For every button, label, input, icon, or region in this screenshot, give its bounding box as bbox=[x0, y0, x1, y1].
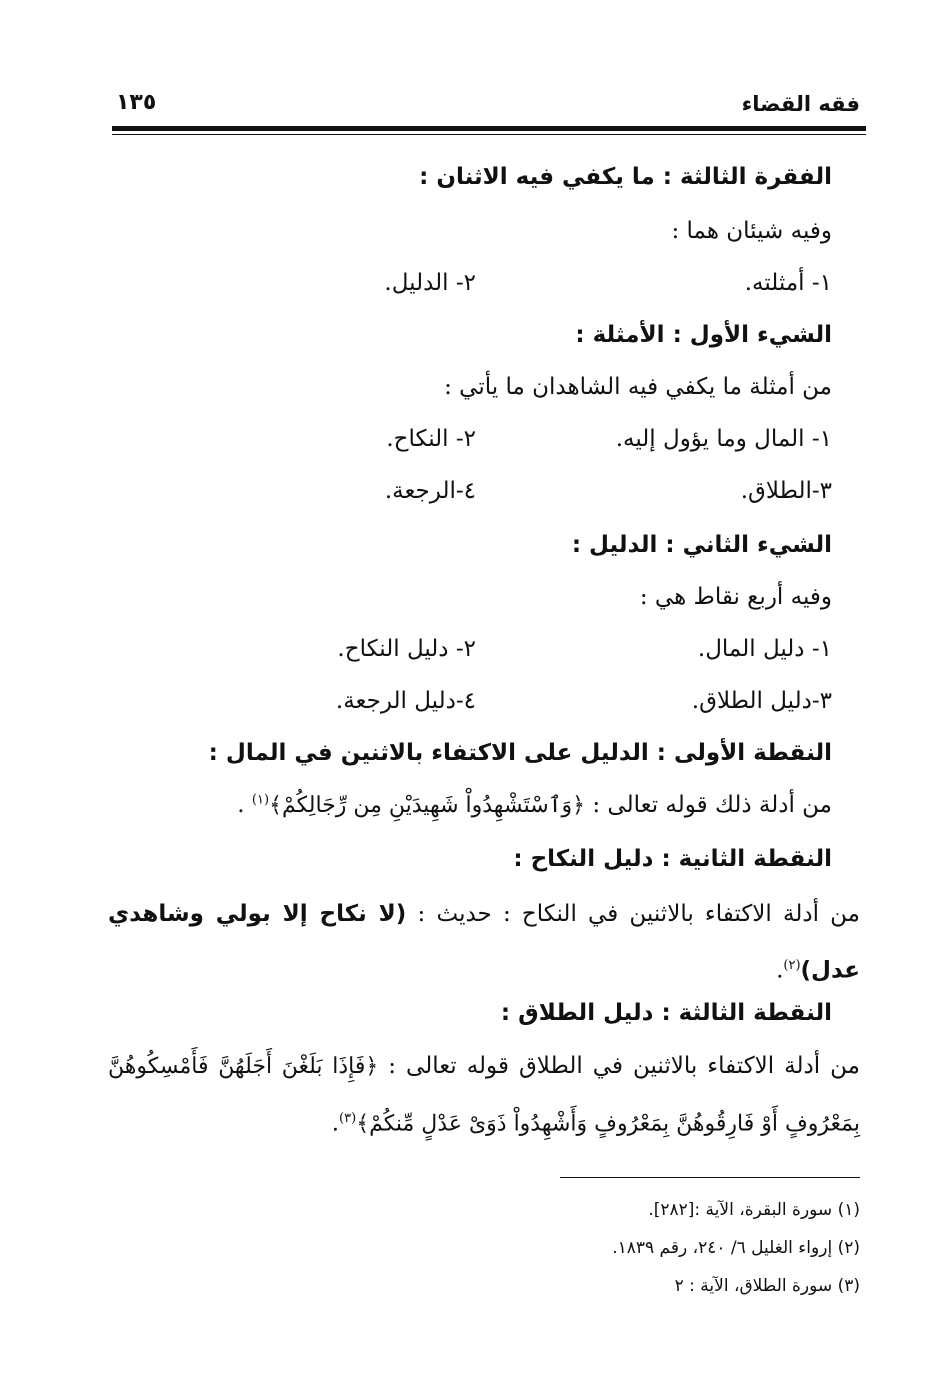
list-item: ٢- الدليل. bbox=[384, 270, 476, 296]
running-title: فقه القضاء bbox=[741, 92, 860, 116]
second-thing-intro: وفيه أربع نقاط هي : bbox=[639, 584, 832, 610]
footnote-ref: (٣) bbox=[339, 1111, 357, 1126]
punctuation: . bbox=[331, 1110, 340, 1137]
footnote-separator bbox=[560, 1177, 860, 1178]
second-thing-heading: الشيء الثاني : الدليل : bbox=[571, 532, 832, 558]
point1-paragraph bbox=[237, 792, 832, 818]
list-item: ٢- النكاح. bbox=[386, 426, 476, 452]
section-intro: وفيه شيئان هما : bbox=[671, 218, 832, 244]
quran-verse: ﴿وَٱسْتَشْهِدُواْ شَهِيدَيْنِ مِن رِّجَالِكُمْ﴾ bbox=[269, 793, 586, 818]
point2-heading: النقطة الثانية : دليل النكاح : bbox=[513, 846, 832, 872]
point2-paragraph bbox=[108, 888, 860, 997]
first-thing-intro: من أمثلة ما يكفي فيه الشاهدان ما يأتي : bbox=[444, 374, 832, 400]
punctuation: . bbox=[237, 792, 252, 818]
footnote: (١) سورة البقرة، الآية :[٢٨٢]. bbox=[648, 1200, 860, 1220]
point3-text: من أدلة الاكتفاء بالاثنين في الطلاق قوله تعالى : bbox=[378, 1053, 860, 1079]
point3-heading: النقطة الثالثة : دليل الطلاق : bbox=[500, 1000, 832, 1026]
header-rule-thin bbox=[112, 134, 866, 135]
point1-text: من أدلة ذلك قوله تعالى : bbox=[585, 792, 832, 818]
list-item: ٣-دليل الطلاق. bbox=[691, 688, 832, 714]
footnote: (٣) سورة الطلاق، الآية : ٢ bbox=[674, 1276, 860, 1296]
quran-verse: ﴿فَإِذَا بَلَغْنَ أَجَلَهُنَّ فَأَمْسِكُوهُنَّ بِمَعْرُوفٍ أَوْ فَارِقُوهُنَّ بِمَعْرُوفٍ وَأَشْهِدُواْ ذَوَىْ عَدْلٍ مِّنكُمْ﴾ bbox=[108, 1054, 860, 1137]
point2-text: من أدلة الاكتفاء بالاثنين في النكاح : حديث : bbox=[406, 901, 861, 927]
list-item: ٢- دليل النكاح. bbox=[337, 636, 476, 662]
footnote-ref: (٢) bbox=[783, 958, 801, 973]
list-item: ١- أمثلته. bbox=[744, 270, 832, 296]
list-item: ٣-الطلاق. bbox=[740, 478, 832, 504]
list-item: ٤-الرجعة. bbox=[384, 478, 476, 504]
list-item: ١- المال وما يؤول إليه. bbox=[615, 426, 832, 452]
point3-paragraph bbox=[108, 1040, 860, 1151]
list-item: ٤-دليل الرجعة. bbox=[335, 688, 476, 714]
point1-heading: النقطة الأولى : الدليل على الاكتفاء بالاثنين في المال : bbox=[208, 740, 832, 766]
first-thing-heading: الشيء الأول : الأمثلة : bbox=[575, 322, 832, 348]
section-heading: الفقرة الثالثة : ما يكفي فيه الاثنان : bbox=[419, 164, 832, 190]
punctuation: . bbox=[776, 957, 784, 984]
hadith-quote: (لا نكاح إلا بولي وشاهدي عدل) bbox=[108, 901, 860, 984]
footnote: (٢) إرواء الغليل ٦/ ٢٤٠، رقم ١٨٣٩. bbox=[612, 1238, 860, 1258]
header-rule bbox=[112, 126, 866, 131]
footnote-ref: (١) bbox=[251, 792, 270, 808]
list-item: ١- دليل المال. bbox=[697, 636, 832, 662]
page-number: ١٣٥ bbox=[116, 90, 157, 115]
